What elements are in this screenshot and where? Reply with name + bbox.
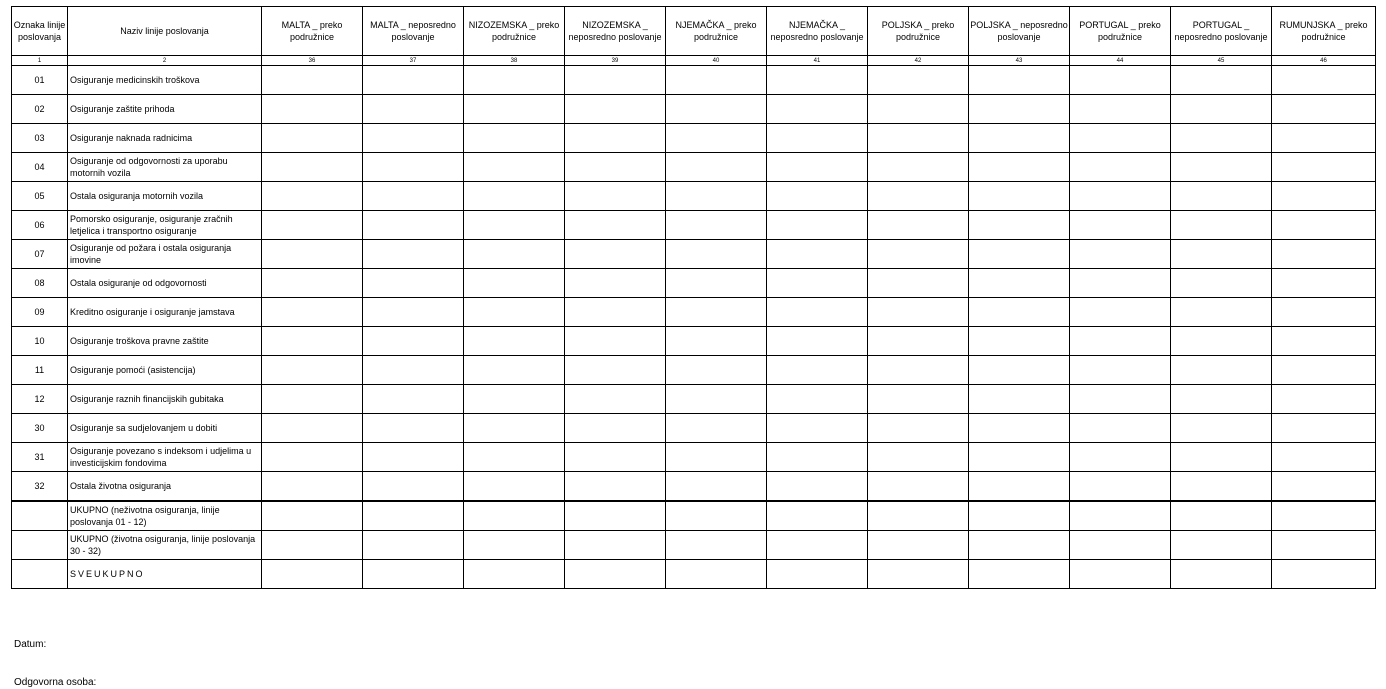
value-cell[interactable] — [464, 124, 565, 153]
value-cell[interactable] — [363, 501, 464, 531]
value-cell[interactable] — [1272, 124, 1376, 153]
value-cell[interactable] — [767, 240, 868, 269]
value-cell[interactable] — [1070, 95, 1171, 124]
value-cell[interactable] — [666, 211, 767, 240]
value-cell[interactable] — [767, 560, 868, 589]
value-cell[interactable] — [666, 443, 767, 472]
value-cell[interactable] — [565, 472, 666, 502]
row-name: UKUPNO (neživotna osiguranja, linije poslovanja 01 - 12) — [68, 501, 262, 531]
value-cell[interactable] — [868, 356, 969, 385]
value-cell[interactable] — [363, 414, 464, 443]
row-name: Osiguranje povezano s indeksom i udjelima u investicijskim fondovima — [68, 443, 262, 472]
value-cell[interactable] — [767, 298, 868, 327]
value-cell[interactable] — [464, 385, 565, 414]
value-cell[interactable] — [1070, 182, 1171, 211]
value-cell[interactable] — [464, 240, 565, 269]
value-cell[interactable] — [363, 95, 464, 124]
value-cell[interactable] — [464, 443, 565, 472]
value-cell[interactable] — [1272, 95, 1376, 124]
value-cell[interactable] — [868, 269, 969, 298]
value-cell[interactable] — [1070, 211, 1171, 240]
value-cell[interactable] — [1070, 385, 1171, 414]
value-cell[interactable] — [666, 560, 767, 589]
value-cell[interactable] — [464, 414, 565, 443]
row-name: SVEUKUPNO — [68, 560, 262, 589]
value-cell[interactable] — [363, 124, 464, 153]
value-cell[interactable] — [1171, 443, 1272, 472]
value-cell[interactable] — [363, 269, 464, 298]
value-cell[interactable] — [969, 95, 1070, 124]
value-cell[interactable] — [565, 385, 666, 414]
value-cell[interactable] — [262, 153, 363, 182]
row-code: 30 — [12, 414, 68, 443]
value-cell[interactable] — [969, 66, 1070, 95]
value-cell[interactable] — [262, 66, 363, 95]
row-code: 10 — [12, 327, 68, 356]
table-row — [12, 124, 1376, 153]
value-cell[interactable] — [262, 531, 363, 560]
value-cell[interactable] — [767, 269, 868, 298]
value-cell[interactable] — [363, 240, 464, 269]
total-row — [12, 560, 1376, 589]
value-cell[interactable] — [1070, 531, 1171, 560]
value-cell[interactable] — [666, 95, 767, 124]
row-name: Osiguranje zaštite prihoda — [68, 95, 262, 124]
value-cell[interactable] — [464, 501, 565, 531]
value-cell[interactable] — [868, 501, 969, 531]
row-code: 05 — [12, 182, 68, 211]
table-row — [12, 182, 1376, 211]
value-cell[interactable] — [767, 385, 868, 414]
value-cell[interactable] — [1272, 298, 1376, 327]
value-cell[interactable] — [767, 356, 868, 385]
row-code — [12, 501, 68, 531]
value-cell[interactable] — [666, 414, 767, 443]
value-cell[interactable] — [262, 414, 363, 443]
value-cell[interactable] — [666, 298, 767, 327]
value-cell[interactable] — [565, 95, 666, 124]
value-cell[interactable] — [565, 356, 666, 385]
table-row — [12, 95, 1376, 124]
column-number: 38 — [464, 56, 565, 66]
row-name: Osiguranje sa sudjelovanjem u dobiti — [68, 414, 262, 443]
value-cell[interactable] — [868, 472, 969, 502]
row-name: Osiguranje medicinskih troškova — [68, 66, 262, 95]
value-cell[interactable] — [969, 182, 1070, 211]
row-name: Osiguranje raznih financijskih gubitaka — [68, 385, 262, 414]
row-name: Ostala osiguranje od odgovornosti — [68, 269, 262, 298]
value-cell[interactable] — [1070, 269, 1171, 298]
value-cell[interactable] — [1171, 472, 1272, 502]
value-cell[interactable] — [262, 124, 363, 153]
value-cell[interactable] — [1272, 560, 1376, 589]
value-cell[interactable] — [363, 182, 464, 211]
header-country: NJEMAČKA _ preko podružnice — [666, 7, 767, 56]
column-number: 45 — [1171, 56, 1272, 66]
value-cell[interactable] — [565, 153, 666, 182]
value-cell[interactable] — [868, 66, 969, 95]
row-name: Ostala osiguranja motornih vozila — [68, 182, 262, 211]
column-number: 46 — [1272, 56, 1376, 66]
column-number: 37 — [363, 56, 464, 66]
row-code: 11 — [12, 356, 68, 385]
value-cell[interactable] — [666, 531, 767, 560]
value-cell[interactable] — [969, 560, 1070, 589]
value-cell[interactable] — [969, 501, 1070, 531]
header-country: RUMUNJSKA _ preko podružnice — [1272, 7, 1376, 56]
value-cell[interactable] — [363, 66, 464, 95]
row-code: 02 — [12, 95, 68, 124]
value-cell[interactable] — [1272, 327, 1376, 356]
row-code: 12 — [12, 385, 68, 414]
value-cell[interactable] — [868, 211, 969, 240]
value-cell[interactable] — [767, 182, 868, 211]
header-country: PORTUGAL _ preko podružnice — [1070, 7, 1171, 56]
value-cell[interactable] — [262, 95, 363, 124]
value-cell[interactable] — [1171, 327, 1272, 356]
value-cell[interactable] — [262, 560, 363, 589]
value-cell[interactable] — [363, 531, 464, 560]
value-cell[interactable] — [565, 443, 666, 472]
table-body — [12, 66, 1376, 589]
value-cell[interactable] — [363, 327, 464, 356]
column-number: 36 — [262, 56, 363, 66]
row-name: Ostala životna osiguranja — [68, 472, 262, 502]
row-code — [12, 560, 68, 589]
value-cell[interactable] — [969, 414, 1070, 443]
value-cell[interactable] — [262, 356, 363, 385]
value-cell[interactable] — [1171, 269, 1272, 298]
value-cell[interactable] — [1272, 153, 1376, 182]
value-cell[interactable] — [1171, 182, 1272, 211]
value-cell[interactable] — [262, 472, 363, 502]
value-cell[interactable] — [262, 211, 363, 240]
value-cell[interactable] — [565, 124, 666, 153]
table-row — [12, 211, 1376, 240]
value-cell[interactable] — [565, 211, 666, 240]
value-cell[interactable] — [1171, 66, 1272, 95]
row-name: Kreditno osiguranje i osiguranje jamstava — [68, 298, 262, 327]
table-row — [12, 414, 1376, 443]
value-cell[interactable] — [1070, 443, 1171, 472]
value-cell[interactable] — [767, 414, 868, 443]
value-cell[interactable] — [464, 472, 565, 502]
value-cell[interactable] — [666, 472, 767, 502]
table-row — [12, 472, 1376, 502]
value-cell[interactable] — [565, 531, 666, 560]
value-cell[interactable] — [868, 385, 969, 414]
value-cell[interactable] — [868, 560, 969, 589]
value-cell[interactable] — [1272, 66, 1376, 95]
column-number: 2 — [68, 56, 262, 66]
value-cell[interactable] — [464, 531, 565, 560]
value-cell[interactable] — [767, 531, 868, 560]
value-cell[interactable] — [1070, 153, 1171, 182]
value-cell[interactable] — [464, 95, 565, 124]
value-cell[interactable] — [868, 443, 969, 472]
value-cell[interactable] — [262, 240, 363, 269]
value-cell[interactable] — [868, 95, 969, 124]
row-code — [12, 531, 68, 560]
value-cell[interactable] — [464, 182, 565, 211]
column-number: 41 — [767, 56, 868, 66]
header-country: POLJSKA _ preko podružnice — [868, 7, 969, 56]
table-row — [12, 356, 1376, 385]
table-row — [12, 153, 1376, 182]
value-cell[interactable] — [1070, 356, 1171, 385]
value-cell[interactable] — [363, 443, 464, 472]
value-cell[interactable] — [363, 472, 464, 502]
value-cell[interactable] — [666, 124, 767, 153]
value-cell[interactable] — [868, 414, 969, 443]
value-cell[interactable] — [1171, 414, 1272, 443]
value-cell[interactable] — [1070, 327, 1171, 356]
value-cell[interactable] — [868, 182, 969, 211]
table-row — [12, 240, 1376, 269]
value-cell[interactable] — [666, 356, 767, 385]
value-cell[interactable] — [1070, 66, 1171, 95]
column-number: 44 — [1070, 56, 1171, 66]
column-number: 39 — [565, 56, 666, 66]
total-row — [12, 501, 1376, 531]
value-cell[interactable] — [1272, 443, 1376, 472]
value-cell[interactable] — [1171, 531, 1272, 560]
value-cell[interactable] — [464, 298, 565, 327]
column-number: 43 — [969, 56, 1070, 66]
value-cell[interactable] — [767, 153, 868, 182]
value-cell[interactable] — [464, 211, 565, 240]
value-cell[interactable] — [1171, 501, 1272, 531]
row-name: Osiguranje troškova pravne zaštite — [68, 327, 262, 356]
value-cell[interactable] — [1272, 240, 1376, 269]
value-cell[interactable] — [767, 501, 868, 531]
value-cell[interactable] — [1272, 531, 1376, 560]
value-cell[interactable] — [1272, 269, 1376, 298]
value-cell[interactable] — [1272, 182, 1376, 211]
value-cell[interactable] — [666, 501, 767, 531]
value-cell[interactable] — [1272, 501, 1376, 531]
row-code: 07 — [12, 240, 68, 269]
header-country: MALTA _ neposredno poslovanje — [363, 7, 464, 56]
value-cell[interactable] — [1272, 211, 1376, 240]
value-cell[interactable] — [565, 414, 666, 443]
value-cell[interactable] — [767, 124, 868, 153]
value-cell[interactable] — [969, 327, 1070, 356]
value-cell[interactable] — [666, 153, 767, 182]
value-cell[interactable] — [1272, 472, 1376, 502]
value-cell[interactable] — [868, 124, 969, 153]
header-country: MALTA _ preko podružnice — [262, 7, 363, 56]
value-cell[interactable] — [262, 385, 363, 414]
row-code: 32 — [12, 472, 68, 502]
header-row — [12, 7, 1376, 56]
value-cell[interactable] — [767, 95, 868, 124]
value-cell[interactable] — [565, 560, 666, 589]
row-code: 06 — [12, 211, 68, 240]
value-cell[interactable] — [1272, 356, 1376, 385]
value-cell[interactable] — [969, 472, 1070, 502]
row-code: 08 — [12, 269, 68, 298]
value-cell[interactable] — [262, 443, 363, 472]
value-cell[interactable] — [969, 153, 1070, 182]
row-code: 31 — [12, 443, 68, 472]
table-row — [12, 298, 1376, 327]
row-name: Osiguranje od požara i ostala osiguranja imovine — [68, 240, 262, 269]
row-code: 09 — [12, 298, 68, 327]
row-name: UKUPNO (životna osiguranja, linije poslovanja 30 - 32) — [68, 531, 262, 560]
value-cell[interactable] — [262, 327, 363, 356]
value-cell[interactable] — [969, 269, 1070, 298]
value-cell[interactable] — [868, 531, 969, 560]
value-cell[interactable] — [969, 356, 1070, 385]
value-cell[interactable] — [1070, 472, 1171, 502]
total-row — [12, 531, 1376, 560]
value-cell[interactable] — [565, 66, 666, 95]
value-cell[interactable] — [363, 298, 464, 327]
value-cell[interactable] — [262, 182, 363, 211]
value-cell[interactable] — [868, 240, 969, 269]
value-cell[interactable] — [1070, 298, 1171, 327]
value-cell[interactable] — [464, 66, 565, 95]
value-cell[interactable] — [969, 443, 1070, 472]
value-cell[interactable] — [1070, 560, 1171, 589]
value-cell[interactable] — [565, 269, 666, 298]
value-cell[interactable] — [1171, 153, 1272, 182]
table-row — [12, 269, 1376, 298]
value-cell[interactable] — [565, 327, 666, 356]
value-cell[interactable] — [1171, 356, 1272, 385]
value-cell[interactable] — [666, 240, 767, 269]
value-cell[interactable] — [666, 327, 767, 356]
value-cell[interactable] — [464, 153, 565, 182]
value-cell[interactable] — [767, 66, 868, 95]
row-code: 01 — [12, 66, 68, 95]
value-cell[interactable] — [969, 240, 1070, 269]
value-cell[interactable] — [1171, 298, 1272, 327]
table-row — [12, 66, 1376, 95]
value-cell[interactable] — [868, 298, 969, 327]
value-cell[interactable] — [363, 560, 464, 589]
value-cell[interactable] — [1171, 240, 1272, 269]
value-cell[interactable] — [969, 124, 1070, 153]
column-number: 40 — [666, 56, 767, 66]
value-cell[interactable] — [1070, 501, 1171, 531]
table-row — [12, 443, 1376, 472]
column-number-row — [12, 56, 1376, 66]
table-row — [12, 385, 1376, 414]
value-cell[interactable] — [666, 66, 767, 95]
value-cell[interactable] — [565, 182, 666, 211]
row-name: Osiguranje naknada radnicima — [68, 124, 262, 153]
row-name: Osiguranje pomoći (asistencija) — [68, 356, 262, 385]
row-code: 04 — [12, 153, 68, 182]
header-name: Naziv linije poslovanja — [68, 7, 262, 56]
value-cell[interactable] — [666, 269, 767, 298]
value-cell[interactable] — [464, 356, 565, 385]
value-cell[interactable] — [969, 298, 1070, 327]
value-cell[interactable] — [262, 298, 363, 327]
value-cell[interactable] — [1171, 211, 1272, 240]
value-cell[interactable] — [262, 501, 363, 531]
header-country: PORTUGAL _ neposredno poslovanje — [1171, 7, 1272, 56]
column-number: 42 — [868, 56, 969, 66]
value-cell[interactable] — [767, 327, 868, 356]
value-cell[interactable] — [1171, 385, 1272, 414]
header-country: POLJSKA _ neposredno poslovanje — [969, 7, 1070, 56]
value-cell[interactable] — [565, 240, 666, 269]
value-cell[interactable] — [464, 327, 565, 356]
date-label: Datum: — [14, 639, 47, 650]
value-cell[interactable] — [363, 211, 464, 240]
value-cell[interactable] — [969, 211, 1070, 240]
value-cell[interactable] — [1070, 124, 1171, 153]
value-cell[interactable] — [969, 385, 1070, 414]
value-cell[interactable] — [868, 153, 969, 182]
value-cell[interactable] — [1171, 95, 1272, 124]
value-cell[interactable] — [767, 443, 868, 472]
value-cell[interactable] — [565, 298, 666, 327]
value-cell[interactable] — [767, 211, 868, 240]
insurance-report-table — [11, 6, 1376, 589]
value-cell[interactable] — [666, 182, 767, 211]
value-cell[interactable] — [969, 531, 1070, 560]
table-row — [12, 327, 1376, 356]
value-cell[interactable] — [363, 356, 464, 385]
value-cell[interactable] — [1070, 414, 1171, 443]
header-country: NIZOZEMSKA _ neposredno poslovanje — [565, 7, 666, 56]
value-cell[interactable] — [1272, 385, 1376, 414]
header-country: NIZOZEMSKA _ preko podružnice — [464, 7, 565, 56]
header-country: NJEMAČKA _ neposredno poslovanje — [767, 7, 868, 56]
value-cell[interactable] — [262, 269, 363, 298]
row-name: Pomorsko osiguranje, osiguranje zračnih letjelica i transportno osiguranje — [68, 211, 262, 240]
row-code: 03 — [12, 124, 68, 153]
value-cell[interactable] — [1272, 414, 1376, 443]
value-cell[interactable] — [1171, 124, 1272, 153]
header-code: Oznaka linije poslovanja — [12, 7, 68, 56]
value-cell[interactable] — [1171, 560, 1272, 589]
row-name: Osiguranje od odgovornosti za uporabu motornih vozila — [68, 153, 262, 182]
value-cell[interactable] — [464, 560, 565, 589]
value-cell[interactable] — [767, 472, 868, 502]
value-cell[interactable] — [1070, 240, 1171, 269]
value-cell[interactable] — [363, 385, 464, 414]
value-cell[interactable] — [565, 501, 666, 531]
value-cell[interactable] — [363, 153, 464, 182]
value-cell[interactable] — [464, 269, 565, 298]
value-cell[interactable] — [666, 385, 767, 414]
column-number: 1 — [12, 56, 68, 66]
responsible-person-label: Odgovorna osoba: — [14, 677, 97, 688]
value-cell[interactable] — [868, 327, 969, 356]
